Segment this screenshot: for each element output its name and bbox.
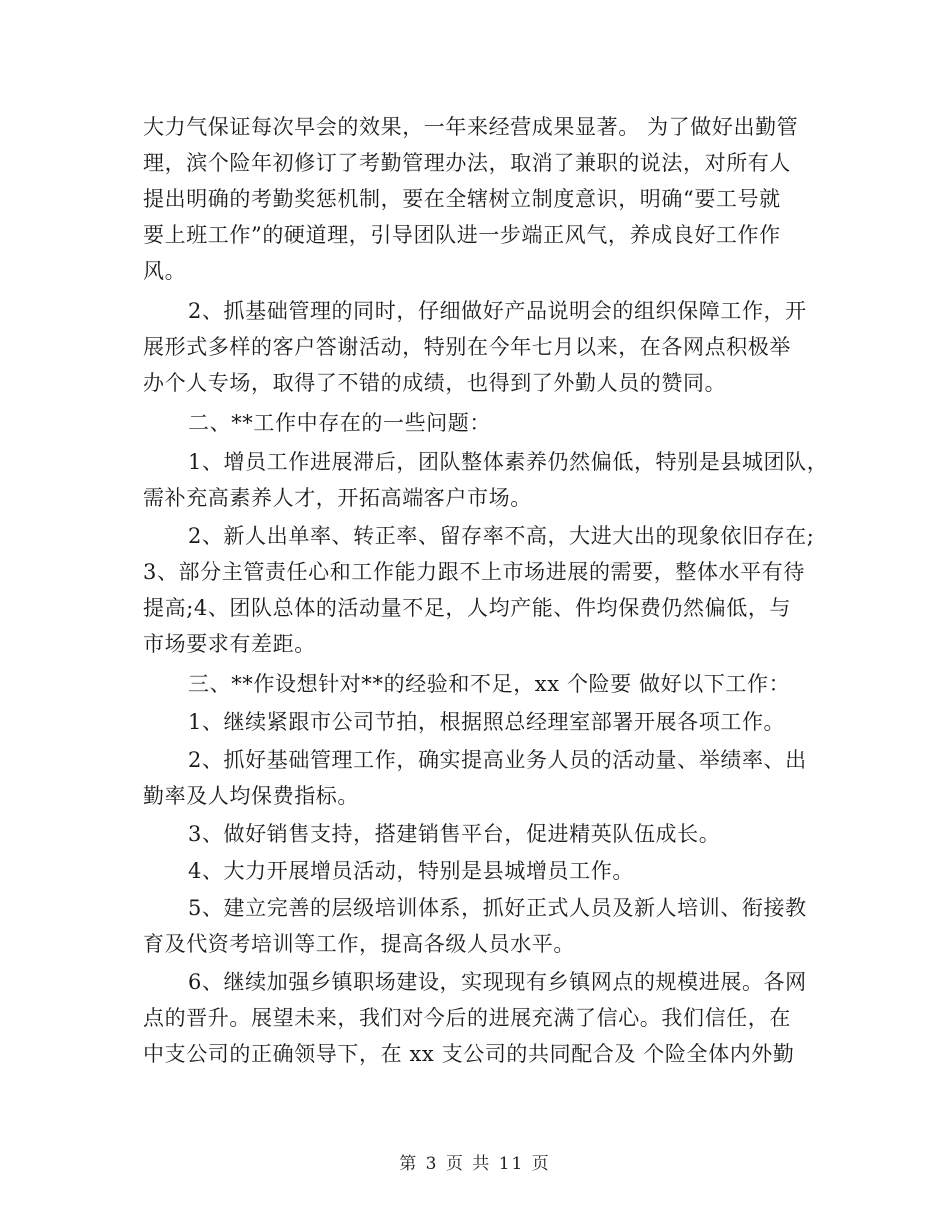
text-line: 办个人专场，取得了不错的成绩，也得到了外勤人员的赞同。 bbox=[143, 371, 727, 395]
text-line: 市场要求有差距。 bbox=[143, 632, 316, 656]
text-line: 3、部分主管责任心和工作能力跟不上市场进展的需要，整体水平有待 bbox=[143, 560, 805, 584]
text-line: 4、大力开展增员活动，特别是县城增员工作。 bbox=[188, 859, 634, 883]
section-heading: 二、**工作中存在的一些问题： bbox=[188, 411, 491, 435]
text-line: 育及代资考培训等工作，提高各级人员水平。 bbox=[143, 932, 575, 956]
text-line: 2、新人出单率、转正率、留存率不高，大进大出的现象依旧存在; bbox=[188, 524, 815, 548]
text-line: 1、增员工作进展滞后，团队整体素养仍然偏低，特别是县城团队， bbox=[188, 450, 829, 474]
text-line: 风。 bbox=[143, 259, 187, 283]
page-number: 第 3 页 共 11 页 bbox=[399, 1154, 551, 1174]
text-line: 1、继续紧跟市公司节拍，根据照总经理室部署开展各项工作。 bbox=[188, 710, 786, 734]
section-heading: 三、**作设想针对**的经验和不足，xx 个险要 做好以下工作： bbox=[188, 672, 791, 696]
text-line: 5、建立完善的层级培训体系，抓好正式人员及新人培训、衔接教 bbox=[188, 896, 807, 920]
text-line: 提出明确的考勤奖惩机制，要在全辖树立制度意识，明确“要工号就 bbox=[143, 187, 781, 211]
text-line: 提高;4、团队总体的活动量不足，人均产能、件均保费仍然偏低，与 bbox=[143, 596, 792, 620]
text-line: 要上班工作”的硬道理，引导团队进一步端正风气，养成良好工作作 bbox=[143, 223, 781, 247]
text-line: 需补充高素养人才，开拓高端客户市场。 bbox=[143, 486, 532, 510]
text-line: 3、做好销售支持，搭建销售平台，促进精英队伍成长。 bbox=[188, 822, 721, 846]
text-line: 理，滨个险年初修订了考勤管理办法，取消了兼职的说法，对所有人 bbox=[143, 151, 791, 175]
text-line: 勤率及人均保费指标。 bbox=[143, 784, 359, 808]
text-line: 2、抓好基础管理工作，确实提高业务人员的活动量、举绩率、出 bbox=[188, 748, 807, 772]
text-line: 2、抓基础管理的同时，仔细做好产品说明会的组织保障工作，开 bbox=[188, 299, 807, 323]
text-line: 6、继续加强乡镇职场建设，实现现有乡镇网点的规模进展。各网 bbox=[188, 970, 807, 994]
text-line: 大力气保证每次早会的效果，一年来经营成果显著。 为了做好出勤管 bbox=[143, 115, 799, 139]
text-line: 点的晋升。展望未来，我们对今后的进展充满了信心。我们信任，在 bbox=[143, 1006, 791, 1030]
text-line: 中支公司的正确领导下，在 xx 支公司的共同配合及 个险全体内外勤 bbox=[143, 1042, 795, 1066]
text-line: 展形式多样的客户答谢活动，特别在今年七月以来，在各网点积极举 bbox=[143, 335, 791, 359]
